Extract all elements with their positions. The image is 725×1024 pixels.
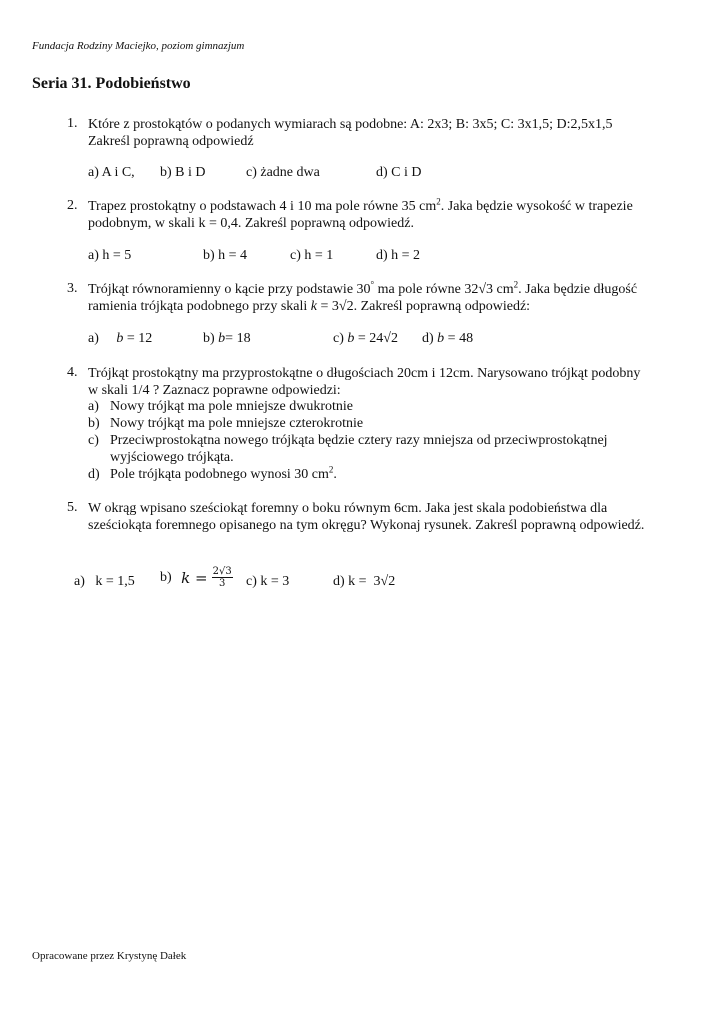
question-text: w skali 1/4 ? Zaznacz poprawne odpowiedzi: — [88, 383, 341, 398]
question-text: Które z prostokątów o podanych wymiarach są podobne: A: 2x3; B: 3x5; C: 3x1,5; D:2,5x1,5 — [88, 117, 613, 132]
answer-option-c: c) b = 24√2 — [333, 331, 398, 346]
answer-option-a: a) Nowy trójkąt ma pole mniejsze dwukrotnie — [88, 399, 353, 414]
question-text: podobnym, w skali k = 0,4. Zakreśl poprawną odpowiedź. — [88, 216, 414, 231]
answer-option-d: d) k = 3√2 — [333, 574, 396, 589]
answer-option-b: b) h = 4 — [203, 248, 248, 263]
question-text: Trójkąt prostokątny ma przyprostokątne o długościach 20cm i 12cm. Narysowano trójkąt podobny — [88, 366, 641, 381]
page-title: Seria 31. Podobieństwo — [32, 75, 191, 92]
answer-option-b: b) B i D — [160, 165, 206, 180]
answer-option-a: a) A i C, — [88, 165, 135, 180]
question-number: 2. — [67, 198, 78, 213]
answer-option-a: a) k = 1,5 — [74, 574, 135, 589]
answer-option-c-continued: wyjściowego trójkąta. — [110, 450, 234, 465]
question-text: Trapez prostokątny o podstawach 4 i 10 ma pole równe 35 $cm^2$. Jaka będzie wysokość w trapezie — [88, 196, 633, 214]
question-number: 5. — [67, 500, 78, 515]
question-text: Zakreśl poprawną odpowiedź — [88, 134, 254, 149]
question-text: Trójkąt równoramienny o kącie przy podstawie 30° ma pole równe 32√3 $cm^2$. Jaka będzie długość — [88, 279, 638, 297]
answer-option-c: c) Przeciwprostokątna nowego trójkąta będzie cztery razy mniejsza od przeciwprostokątnej — [88, 433, 608, 448]
answer-option-c: c) k = 3 — [246, 574, 290, 589]
question-number: 3. — [67, 281, 78, 296]
question-number: 1. — [67, 116, 78, 131]
question-text: sześciokąta foremnego opisanego na tym okręgu? Wykonaj rysunek. Zakreśl poprawną odpowiedź. — [88, 518, 645, 533]
answer-option-c: c) h = 1 — [290, 248, 334, 263]
answer-option-c: c) żadne dwa — [246, 165, 320, 180]
page-header: Fundacja Rodziny Maciejko, poziom gimnazjum — [32, 40, 245, 52]
fraction: $\frac{2√3}{3}$ — [212, 566, 232, 589]
answer-option-d: d) C i D — [376, 165, 422, 180]
answer-option-d: d) Pole trójkąta podobnego wynosi 30 $cm^2$. — [88, 464, 337, 482]
answer-option-d: d) h = 2 — [376, 248, 421, 263]
question-text: ramienia trójkąta podobnego przy skali k = 3√2. Zakreśl poprawną odpowiedź: — [88, 299, 531, 314]
question-text: W okrąg wpisano sześciokąt foremny o boku równym 6cm. Jaka jest skala podobieństwa dla — [88, 501, 608, 516]
answer-option-d: d) b = 48 — [422, 331, 474, 346]
answer-option-b: b) Nowy trójkąt ma pole mniejsze czterokrotnie — [88, 416, 364, 431]
answer-option-a: a) h = 5 — [88, 248, 132, 263]
answer-option-b: b) b= 18 — [203, 331, 251, 346]
page-footer: Opracowane przez Krystynę Dałek — [32, 950, 187, 962]
question-number: 4. — [67, 365, 78, 380]
answer-option-a: a) b = 12 — [88, 331, 153, 346]
answer-option-b: b) k = $\frac{2√3}{3}$ — [160, 566, 232, 589]
